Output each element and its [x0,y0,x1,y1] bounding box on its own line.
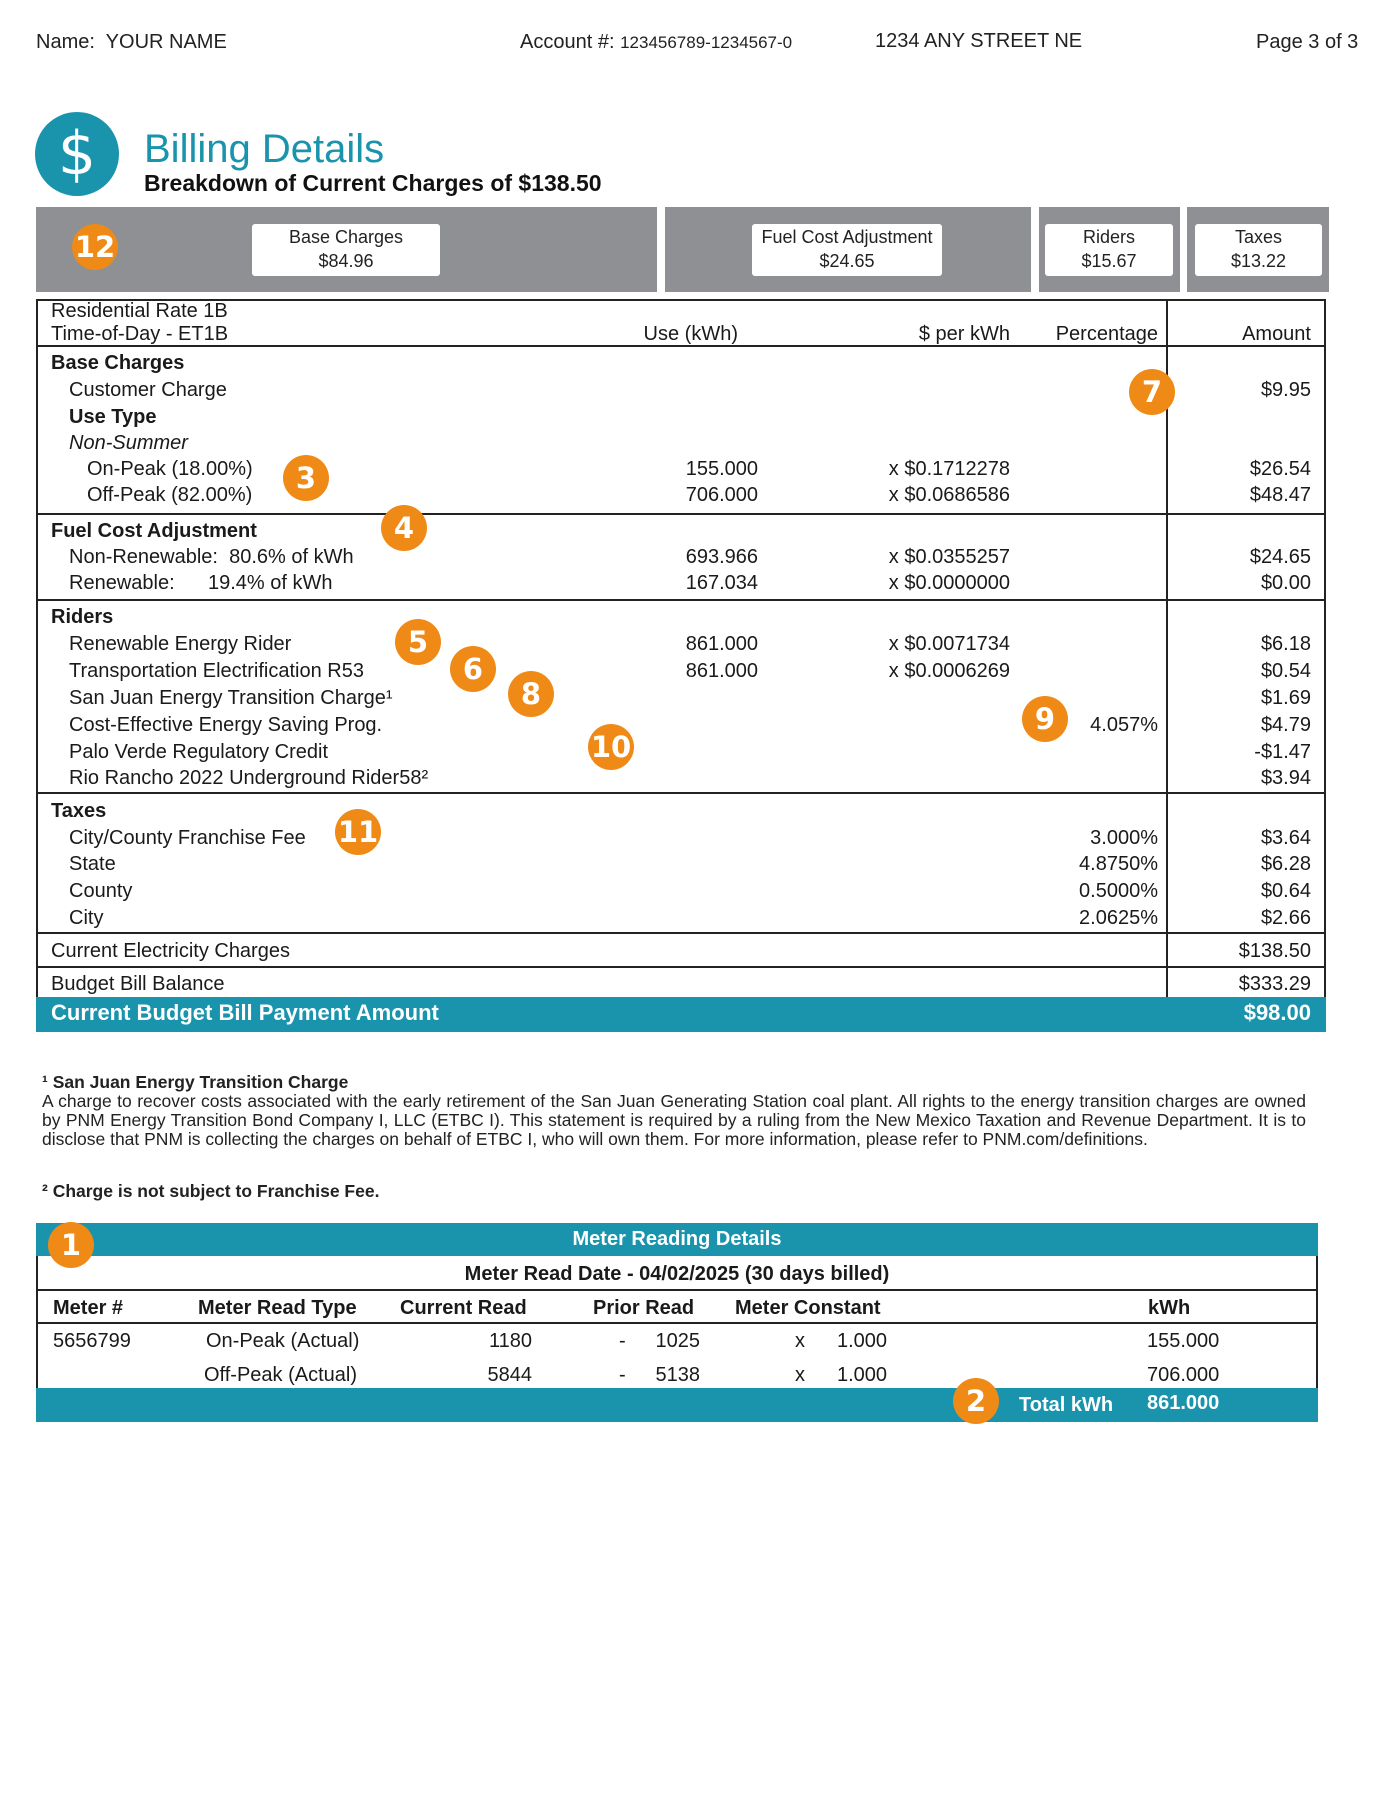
on-peak-rate: x $0.1712278 [888,458,1010,480]
page-subtitle: Breakdown of Current Charges of $138.50 [144,170,602,196]
summary-label: Taxes [1234,227,1283,247]
tax-amount: $0.64 [1260,880,1311,902]
tax-label: City [69,907,104,929]
multiply-sign: x [795,1330,805,1352]
total-kwh-label: Total kWh [1019,1394,1114,1416]
callout-marker: 8 [508,671,554,717]
tax-percentage: 3.000% [1090,827,1158,849]
rate-schedule: Time-of-Day - ET1B [51,323,229,345]
budget-payment-amount: $98.00 [1243,1000,1311,1025]
meter-col-header: Meter Constant [735,1297,881,1319]
rate-name: Residential Rate 1B [51,300,228,322]
callout-marker: 3 [283,455,329,501]
meter-constant: 1.000 [837,1364,888,1386]
divider [36,966,1326,968]
fuel-title: Fuel Cost Adjustment [51,520,257,542]
rider-amount: $0.54 [1260,660,1311,682]
off-peak-use: 706.000 [685,484,758,506]
rider-amount: $6.18 [1260,633,1311,655]
rider-rate: x $0.0071734 [888,633,1010,655]
non-renewable-use: 693.966 [685,546,758,568]
riders-title: Riders [51,606,114,628]
meter-col-header: Meter Read Type [198,1297,357,1319]
prior-read: 5138 [655,1364,700,1386]
summary-label: Base Charges [288,227,404,247]
budget-payment-label: Current Budget Bill Payment Amount [51,1000,439,1025]
minus-sign: - [619,1330,626,1352]
meter-read-type: On-Peak (Actual) [206,1330,360,1352]
col-use-header: Use (kWh) [643,323,738,345]
rider-use: 861.000 [685,633,758,655]
callout-marker: 12 [72,224,118,270]
summary-label: Riders [1082,227,1135,247]
tax-label: County [69,880,133,902]
footnote-2: ² Charge is not subject to Franchise Fee. [42,1181,380,1201]
summary-base-charges [252,224,440,276]
meter-col-header: kWh [1148,1297,1191,1319]
callout-marker: 2 [953,1378,999,1424]
tax-amount: $6.28 [1260,853,1311,875]
callout-marker: 9 [1022,696,1068,742]
current-charges-label: Current Electricity Charges [51,940,290,962]
on-peak-label: On-Peak (18.00%) [87,458,253,480]
current-charges-amount: $138.50 [1238,940,1311,962]
meter-kwh: 706.000 [1147,1364,1220,1386]
rider-label: Rio Rancho 2022 Underground Rider58² [69,767,429,789]
header-account [520,31,792,54]
callout-marker: 1 [48,1222,94,1268]
meter-number: 5656799 [53,1330,131,1352]
callout-marker: 11 [335,809,381,855]
meter-read-type: Off-Peak (Actual) [204,1364,358,1386]
divider [36,1322,1318,1324]
summary-taxes [1195,224,1322,276]
page-number: Page 3 of 3 [1256,31,1359,53]
tax-percentage: 4.8750% [1079,853,1158,875]
meter-col-header: Prior Read [593,1297,695,1319]
tax-percentage: 0.5000% [1079,880,1158,902]
page-title: Billing Details [144,127,385,171]
tax-amount: $2.66 [1260,907,1311,929]
tax-percentage: 2.0625% [1079,907,1158,929]
meter-col-header: Meter # [53,1297,124,1319]
divider [36,1289,1318,1291]
col-rate-header: $ per kWh [918,323,1010,345]
header-name [36,31,227,54]
on-peak-use: 155.000 [685,458,758,480]
rider-amount: $4.79 [1260,714,1311,736]
budget-balance-label: Budget Bill Balance [51,973,225,995]
rider-use: 861.000 [685,660,758,682]
customer-charge-amount: $9.95 [1260,379,1311,401]
divider [36,932,1326,934]
divider [36,513,1326,515]
taxes-title: Taxes [51,800,107,822]
off-peak-label: Off-Peak (82.00%) [87,484,253,506]
summary-label: Fuel Cost Adjustment [761,227,933,247]
dollar-icon: $ [35,112,119,196]
rider-percentage: 4.057% [1090,714,1158,736]
footnote-1-text: A charge to recover costs associated with the early retirement of the San Juan Generating Station coal plant. All rights to the energy transition charges are owned by PNM Energy Transition Bond Company I, LLC (ETBC I). This statement is required by a ruling from the New Mexico Taxation and Revenue Department. It is to disclose that PNM is collecting the charges on behalf of ETBC I, who will own them. For more information, please refer to PNM.com/definitions. [42,1091,1306,1149]
summary-value: $24.65 [819,251,875,271]
callout-marker: 4 [381,505,427,551]
non-renewable-label: Non-Renewable: 80.6% of kWh [69,546,354,568]
summary-fuel-cost [752,224,942,276]
off-peak-amount: $48.47 [1249,484,1311,506]
callout-marker: 5 [395,619,441,665]
callout-marker: 6 [450,646,496,692]
summary-value: $84.96 [318,251,374,271]
non-renewable-rate: x $0.0355257 [888,546,1010,568]
multiply-sign: x [795,1364,805,1386]
summary-riders [1045,224,1173,276]
on-peak-amount: $26.54 [1249,458,1311,480]
meter-read-date: Meter Read Date - 04/02/2025 (30 days billed) [464,1263,890,1285]
non-renewable-amount: $24.65 [1249,546,1311,568]
current-read: 1180 [488,1330,532,1352]
footnote-1-title: ¹ San Juan Energy Transition Charge [42,1072,349,1092]
name-label: Name: [36,31,95,53]
off-peak-rate: x $0.0686586 [888,484,1010,506]
account-label: Account #: [520,31,615,53]
season-label: Non-Summer [69,432,188,454]
rider-label: San Juan Energy Transition Charge¹ [69,687,393,709]
summary-value: $15.67 [1081,251,1137,271]
renewable-rate: x $0.0000000 [888,572,1010,594]
base-charges-title: Base Charges [51,352,185,374]
meter-col-header: Current Read [400,1297,527,1319]
callout-marker: 7 [1129,369,1175,415]
meter-table-title: Meter Reading Details [36,1223,1318,1256]
renewable-label: Renewable: 19.4% of kWh [69,572,333,594]
tax-label: City/County Franchise Fee [69,827,306,849]
rider-label: Renewable Energy Rider [69,633,292,655]
rider-amount: $3.94 [1260,767,1311,789]
rider-label: Cost-Effective Energy Saving Prog. [69,714,383,736]
budget-payment-bar [36,997,1326,1032]
rider-label: Transportation Electrification R53 [69,660,364,682]
tax-label: State [69,853,116,875]
meter-constant: 1.000 [837,1330,888,1352]
prior-read: 1025 [655,1330,700,1352]
tax-amount: $3.64 [1260,827,1311,849]
meter-total-bar [36,1388,1318,1422]
use-type-label: Use Type [69,406,157,428]
name-value: YOUR NAME [105,31,227,53]
divider [36,792,1326,794]
account-value: 123456789-1234567-0 [620,33,793,52]
divider [36,599,1326,601]
col-amount-header: Amount [1242,323,1311,345]
customer-charge-label: Customer Charge [69,379,227,401]
callout-marker: 10 [588,724,634,770]
meter-kwh: 155.000 [1147,1330,1220,1352]
header-address: 1234 ANY STREET NE [875,30,1083,52]
budget-balance-amount: $333.29 [1238,973,1311,995]
renewable-use: 167.034 [685,572,758,594]
rider-label: Palo Verde Regulatory Credit [69,741,329,763]
rider-rate: x $0.0006269 [888,660,1010,682]
renewable-amount: $0.00 [1260,572,1311,594]
summary-value: $13.22 [1230,251,1287,271]
rider-amount: $1.69 [1260,687,1311,709]
rider-amount: -$1.47 [1254,741,1311,763]
current-read: 5844 [487,1364,532,1386]
total-kwh-value: 861.000 [1147,1392,1220,1414]
minus-sign: - [619,1364,626,1386]
col-pct-header: Percentage [1055,323,1158,345]
